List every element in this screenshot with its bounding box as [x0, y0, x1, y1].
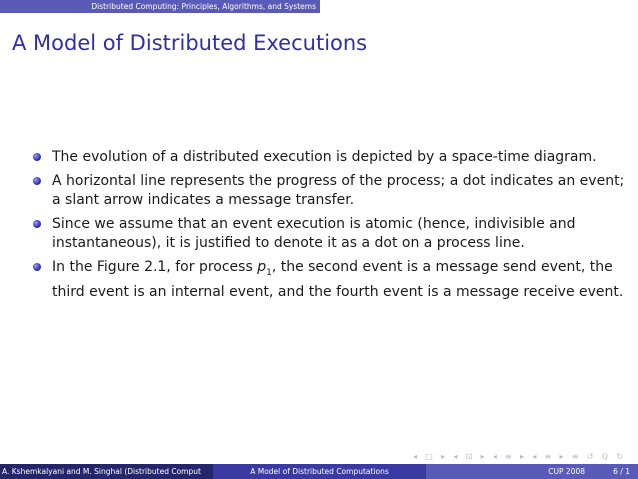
bullet-icon	[33, 263, 41, 271]
nav-subsection-icon[interactable]: ⊡	[465, 451, 473, 461]
nav-forward-icon[interactable]: ↻	[616, 451, 623, 461]
footer-date: CUP 2008	[548, 467, 585, 476]
footer-right	[426, 464, 638, 479]
nav-next-frame-icon[interactable]: ▸	[441, 451, 446, 461]
footer-bar	[0, 464, 638, 479]
header-bar	[0, 0, 638, 13]
process-subscript: 1	[266, 267, 272, 278]
nav-search-icon[interactable]: ℚ	[601, 451, 608, 461]
nav-next-document-icon[interactable]: ▸	[559, 451, 564, 461]
bullet-item	[30, 258, 626, 302]
nav-document-icon[interactable]: ≡	[544, 451, 552, 461]
nav-next-section-icon[interactable]: ▸	[520, 451, 525, 461]
bullet-icon	[33, 177, 41, 185]
nav-prev-document-icon[interactable]: ◂	[532, 451, 537, 461]
nav-align-icon[interactable]: ≡	[571, 451, 579, 461]
beamer-navigation	[413, 451, 623, 461]
bullet-text: Since we assume that an event execution is atomic (hence, indivisible and instantaneous), it is justified to denote it as a dot on a process line.	[52, 216, 576, 251]
nav-frame-icon[interactable]: □	[425, 451, 433, 461]
footer-authors: A. Kshemkalyani and M. Singhal (Distributed Comput	[0, 464, 213, 479]
footer-page-number: 6 / 1	[613, 467, 630, 476]
bullet-icon	[33, 153, 41, 161]
process-variable: p	[257, 259, 267, 275]
bullet-text-part: , the second event is a message send event, the third event is an internal event, and the fourth event is a message receive event.	[52, 259, 624, 300]
nav-prev-section-icon[interactable]: ◂	[492, 451, 497, 461]
nav-section-icon[interactable]: ≡	[505, 451, 512, 461]
bullet-item	[30, 172, 626, 210]
nav-prev-frame-icon[interactable]: ◂	[413, 451, 418, 461]
course-title: Distributed Computing: Principles, Algorithms, and Systems	[0, 0, 320, 13]
nav-prev-subsection-icon[interactable]: ◂	[453, 451, 458, 461]
bullet-item	[30, 215, 626, 253]
nav-next-subsection-icon[interactable]: ▸	[480, 451, 485, 461]
slide-title: A Model of Distributed Executions	[12, 31, 368, 55]
bullet-text: A horizontal line represents the progress of the process; a dot indicates an event; a slant arrow indicates a message transfer.	[52, 173, 625, 208]
bullet-list	[30, 148, 626, 307]
bullet-text-part: In the Figure 2.1, for process	[52, 259, 258, 275]
footer-section: A Model of Distributed Computations	[213, 464, 426, 479]
nav-back-icon[interactable]: ↺	[586, 451, 594, 461]
bullet-icon	[33, 220, 41, 228]
bullet-text: The evolution of a distributed execution is depicted by a space-time diagram.	[52, 149, 597, 165]
bullet-item	[30, 148, 626, 167]
